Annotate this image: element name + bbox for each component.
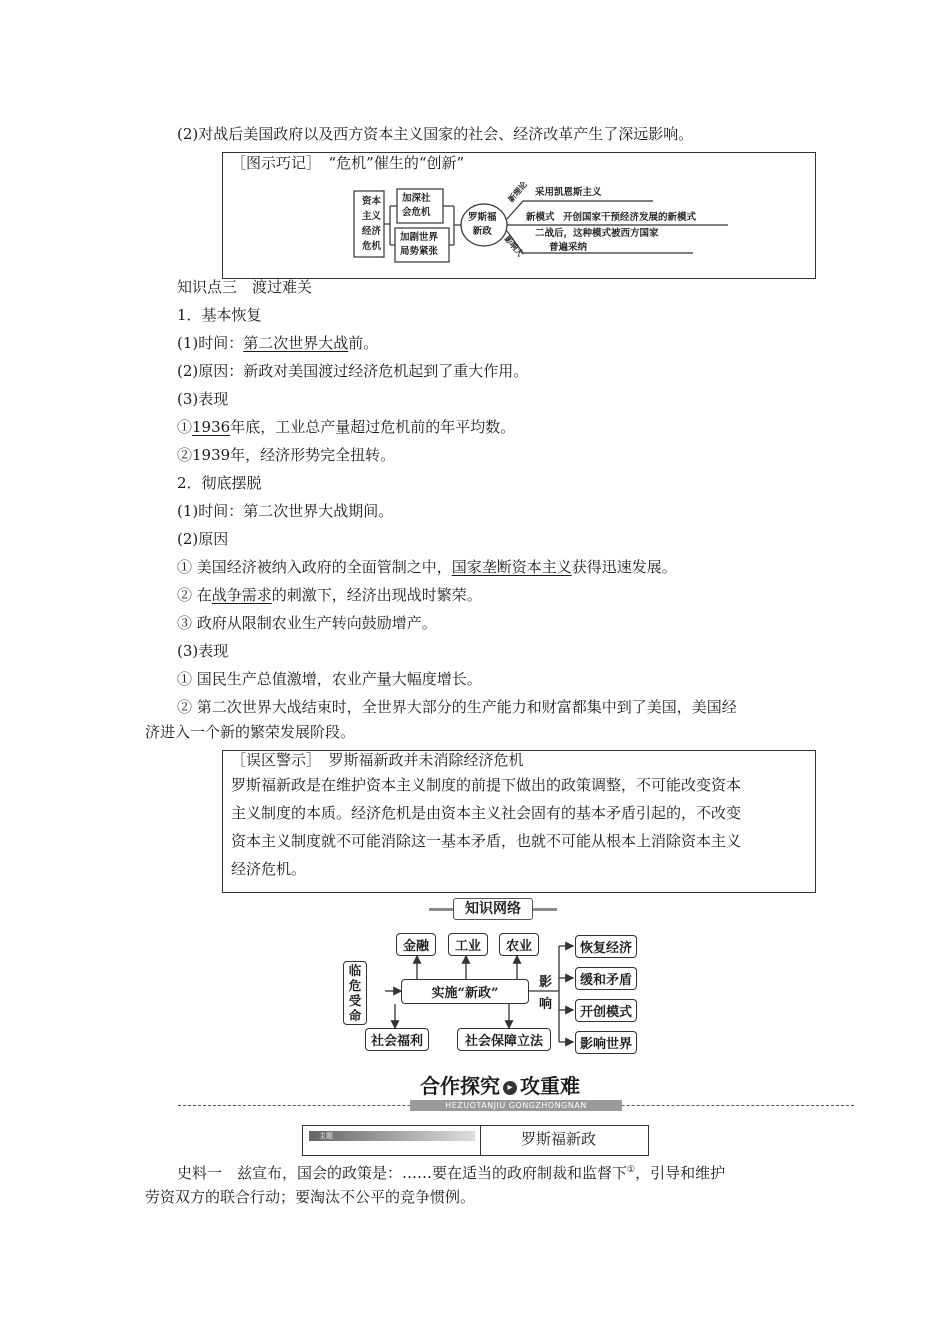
crisis-label: 资本 主义 经济 危机 bbox=[362, 196, 382, 252]
cooperative-inquiry-title: 合作探究 ▸ 攻重难 bbox=[420, 1074, 580, 1098]
misconception-box bbox=[222, 750, 816, 893]
node-finance: 金融 bbox=[396, 933, 436, 956]
node-influence-world: 影响世界 bbox=[575, 1031, 637, 1054]
branch-text-keynes: 采用凯恩斯主义 bbox=[535, 187, 602, 198]
recovery-reason: (2)原因：新政对美国渡过经济危机起到了重大作用。 bbox=[177, 362, 529, 380]
topic-bar bbox=[302, 1125, 649, 1156]
escape-show-1: ① 国民生产总值激增，农业产量大幅度增长。 bbox=[177, 670, 482, 688]
node-restore-economy: 恢复经济 bbox=[575, 935, 637, 958]
misconception-line-1: 罗斯福新政是在维护资本主义制度的前提下做出的政策调整，不可能改变资本 bbox=[231, 776, 742, 794]
recovery-time: (1)时间：第二次世界大战前。 bbox=[177, 334, 379, 352]
mnemonic-title: ［图示巧记］ “危机”催生的“创新” bbox=[231, 154, 465, 172]
new-deal-label: 罗斯福 新政 bbox=[468, 212, 497, 237]
node-ease-conflict: 缓和矛盾 bbox=[575, 967, 637, 990]
escape-time: (1)时间：第二次世界大战期间。 bbox=[177, 502, 394, 520]
node-social-welfare: 社会福利 bbox=[365, 1028, 429, 1051]
mnemonic-box bbox=[222, 152, 816, 279]
topic-tag-bar bbox=[309, 1131, 475, 1141]
section-title-k3: 知识点三 渡过难关 bbox=[177, 278, 313, 296]
node-crisis-command: 临 危 受 命 bbox=[343, 961, 367, 1025]
crisis-innovation-diagram bbox=[223, 153, 817, 280]
node-agriculture: 农业 bbox=[499, 933, 539, 956]
branch-text-model: 开创国家干预经济发展的新模式 bbox=[563, 212, 697, 223]
escape-reason-1: ① 美国经济被纳入政府的全面管制之中，国家垄断资本主义获得迅速发展。 bbox=[177, 558, 677, 576]
misconception-line-4: 经济危机。 bbox=[231, 860, 307, 878]
world-tension-label: 加剧世界 局势紧张 bbox=[400, 232, 439, 257]
node-social-security-law: 社会保障立法 bbox=[457, 1028, 551, 1051]
escape-show-2-line2: 济进入一个新的繁荣发展阶段。 bbox=[145, 723, 356, 741]
branch-tag-theory: 新理论 bbox=[505, 179, 529, 205]
misconception-line-3: 资本主义制度就不可能消除这一基本矛盾，也就不可能从根本上消除资本主义 bbox=[231, 832, 742, 850]
escape-show: (3)表现 bbox=[177, 642, 229, 660]
misconception-line-2: 主义制度的本质。经济危机是由资本主义社会固有的基本矛盾引起的，不改变 bbox=[231, 804, 742, 822]
escape-show-2-line1: ② 第二次世界大战结束时，全世界大部分的生产能力和财富都集中到了美国，美国经 bbox=[177, 698, 737, 716]
deepen-crisis-label: 加深社 会危机 bbox=[402, 193, 431, 218]
node-new-deal: 实施“新政” bbox=[401, 979, 529, 1004]
subsection-recovery: 1．基本恢复 bbox=[177, 306, 262, 324]
escape-reason-2: ② 在战争需求的刺激下，经济出现战时繁荣。 bbox=[177, 586, 482, 604]
topic-tag: 主题 bbox=[319, 1132, 333, 1140]
source-1-line-2: 劳资双方的联合行动；要淘汰不公平的竞争惯例。 bbox=[145, 1188, 476, 1206]
label-influence: 影 响 bbox=[539, 975, 553, 1012]
escape-reason-3: ③ 政府从限制农业生产转向鼓励增产。 bbox=[177, 614, 437, 632]
escape-reason: (2)原因 bbox=[177, 530, 229, 548]
arrow-circle-icon: ▸ bbox=[503, 1081, 517, 1095]
paragraph-impact: (2)对战后美国政府以及西方资本主义国家的社会、经济改革产生了深远影响。 bbox=[177, 125, 694, 143]
cooperative-inquiry-pinyin: HEZUOTANJIU GONGZHONGNAN bbox=[410, 1100, 622, 1111]
branch-text-impact: 二战后，这种模式被西方国家 普遍采纳 bbox=[535, 228, 659, 253]
subsection-escape: 2．彻底摆脱 bbox=[177, 474, 262, 492]
recovery-show: (3)表现 bbox=[177, 390, 229, 408]
branch-tag-model: 新模式 bbox=[526, 212, 555, 223]
knowledge-network-header: 知识网络 bbox=[429, 898, 557, 920]
recovery-item-1: ①1936年底，工业总产量超过危机前的年平均数。 bbox=[177, 418, 516, 436]
node-create-model: 开创模式 bbox=[575, 999, 637, 1022]
recovery-item-2: ②1939年，经济形势完全扭转。 bbox=[177, 446, 396, 464]
topic-title: 罗斯福新政 bbox=[521, 1130, 597, 1148]
misconception-title: ［误区警示］ 罗斯福新政并未消除经济危机 bbox=[231, 751, 524, 769]
node-industry: 工业 bbox=[448, 933, 488, 956]
source-1-line-1: 史料一 兹宣布，国会的政策是：……要在适当的政府制裁和监督下①，引导和维护 bbox=[177, 1164, 726, 1182]
branch-tag-impact: 影响大 bbox=[502, 233, 526, 259]
